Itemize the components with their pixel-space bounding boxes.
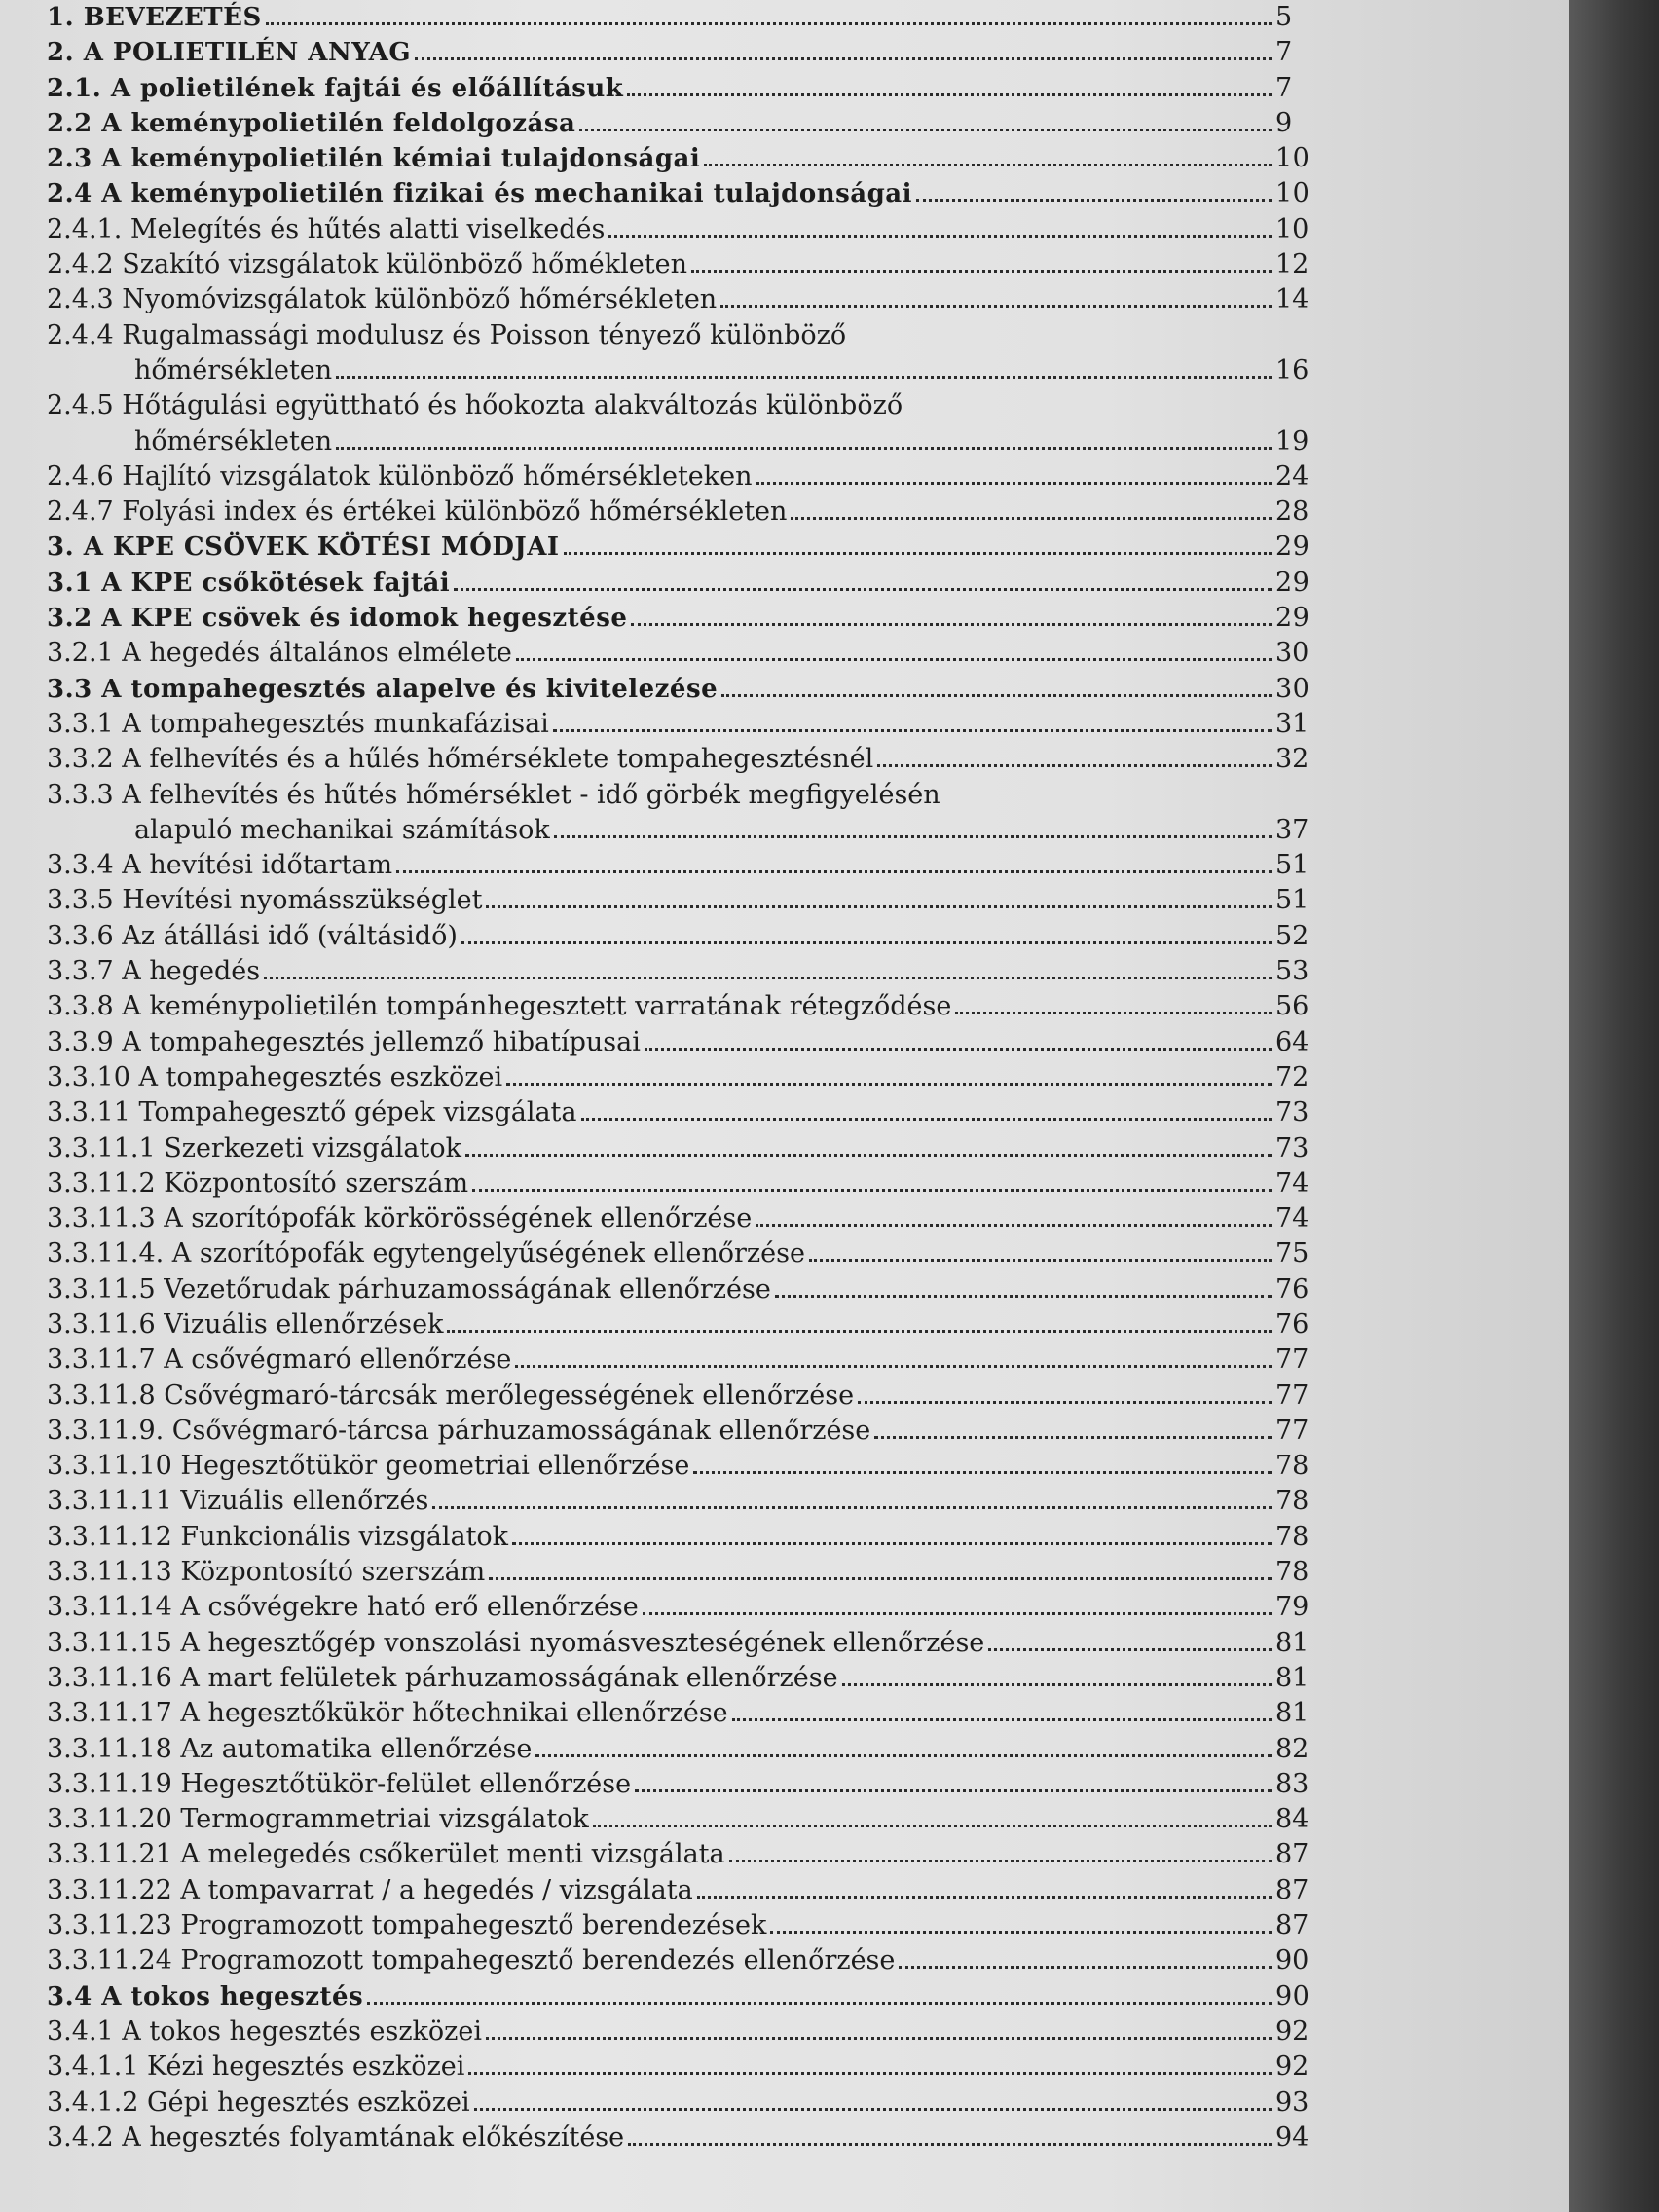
toc-entry-title: 3.3.11.18 Az automatika ellenőrzése xyxy=(47,1733,533,1764)
toc-page-number: 78 xyxy=(1275,1521,1309,1552)
toc-entry xyxy=(47,1839,1322,1874)
toc-entry xyxy=(47,178,1322,213)
toc-entry-title: 3.3.11.16 A mart felületek párhuzamosságának ellenőrzése xyxy=(47,1662,838,1693)
toc-entry xyxy=(47,1168,1322,1203)
toc-entry xyxy=(47,850,1322,885)
dot-leader xyxy=(489,1577,1272,1580)
toc-page-number: 77 xyxy=(1275,1380,1309,1411)
dot-leader xyxy=(791,517,1272,520)
toc-entry-title: 3.3.11.1 Szerkezeti vizsgálatok xyxy=(47,1132,461,1163)
dot-leader xyxy=(593,1825,1272,1827)
dot-leader xyxy=(535,1754,1272,1757)
toc-page-number: 37 xyxy=(1275,814,1309,845)
toc-entry-title: 2.2 A keménypolietilén feldolgozása xyxy=(47,108,576,138)
toc-page-number: 29 xyxy=(1275,567,1310,598)
toc-page-number: 30 xyxy=(1275,638,1309,669)
toc-page-number: 74 xyxy=(1275,1203,1309,1235)
dot-leader xyxy=(506,1083,1272,1086)
toc-entry xyxy=(47,1663,1322,1698)
toc-entry xyxy=(47,1027,1322,1062)
toc-page-number: 78 xyxy=(1275,1486,1309,1517)
toc-entry xyxy=(47,991,1322,1026)
dot-leader xyxy=(486,905,1272,908)
toc-page-number: 77 xyxy=(1275,1345,1309,1376)
dot-leader xyxy=(512,1542,1272,1545)
toc-entry xyxy=(47,603,1322,638)
toc-entry xyxy=(47,1910,1322,1945)
toc-entry xyxy=(47,390,1322,425)
dot-leader xyxy=(916,199,1272,202)
toc-entry xyxy=(47,143,1322,178)
toc-page-number: 83 xyxy=(1275,1768,1309,1799)
toc-entry-title: 3.3.11.19 Hegesztőtükör-felület ellenőrzése xyxy=(47,1768,632,1799)
dot-leader xyxy=(579,129,1272,131)
toc-page-number: 14 xyxy=(1275,284,1309,315)
toc-entry xyxy=(47,674,1322,709)
toc-page-number: 29 xyxy=(1275,532,1310,563)
toc-entry xyxy=(47,1451,1322,1486)
dot-leader xyxy=(756,1224,1272,1227)
toc-entry-title: 3.3.11.11 Vizuális ellenőrzés xyxy=(47,1486,429,1517)
toc-entry-title: 3.3.11.23 Programozott tompahegesztő berendezések xyxy=(47,1910,767,1941)
toc-entry xyxy=(47,532,1322,567)
toc-page-number: 56 xyxy=(1275,991,1309,1022)
toc-page-number: 31 xyxy=(1275,708,1309,739)
toc-page-number: 19 xyxy=(1275,425,1309,457)
toc-page-number: 90 xyxy=(1275,1980,1310,2011)
toc-entry-title: 3.3.11.5 Vezetőrudak párhuzamosságának ellenőrzése xyxy=(47,1273,771,1305)
toc-entry-title: 3.3 A tompahegesztés alapelve és kivitelezése xyxy=(47,674,719,704)
toc-page-number: 77 xyxy=(1275,1415,1309,1446)
toc-entry-title: 3.4.1 A tokos hegesztés eszközei xyxy=(47,2015,483,2046)
toc-entry-continuation xyxy=(47,426,1322,461)
toc-entry-title: 2.4.1. Melegítés és hűtés alatti viselkedés xyxy=(47,213,606,244)
toc-entry-title: 3.2 A KPE csövek és idomok hegesztése xyxy=(47,604,628,634)
toc-page-number: 93 xyxy=(1275,2086,1309,2118)
toc-entry-title: 3.3.11.17 A hegesztőkükör hőtechnikai ellenőrzése xyxy=(47,1698,728,1729)
dot-leader xyxy=(564,552,1272,555)
toc-entry-title: 3.3.11.21 A melegedés csőkerület menti vizsgálata xyxy=(47,1839,725,1870)
toc-page-number: 10 xyxy=(1275,213,1309,244)
dot-leader xyxy=(415,57,1272,60)
dot-leader xyxy=(899,1966,1272,1969)
toc-entry xyxy=(47,885,1322,920)
dot-leader xyxy=(608,235,1272,238)
dot-leader xyxy=(581,1118,1272,1121)
toc-entry-title: 3.3.8 A keménypolietilén tompánhegesztett varratának rétegződése xyxy=(47,991,952,1022)
toc-entry-title: 3.3.10 A tompahegesztés eszközei xyxy=(47,1061,503,1092)
dot-leader xyxy=(858,1401,1272,1404)
toc-page-number: 87 xyxy=(1275,1874,1309,1905)
dot-leader xyxy=(472,1189,1272,1192)
toc-entry xyxy=(47,284,1322,319)
toc-page-number: 76 xyxy=(1275,1273,1309,1305)
toc-entry-title: 2.1. A polietilének fajtái és előállításuk xyxy=(47,73,624,103)
toc-page-number: 74 xyxy=(1275,1167,1309,1198)
toc-entry xyxy=(47,1345,1322,1380)
toc-page-number: 90 xyxy=(1275,1945,1309,1976)
dot-leader xyxy=(486,2037,1272,2040)
dot-leader xyxy=(367,2002,1272,2005)
toc-entry xyxy=(47,461,1322,497)
dot-leader xyxy=(643,1612,1272,1615)
toc-entry xyxy=(47,1062,1322,1097)
toc-entry-title: 3.3.11.22 A tompavarrat / a hegedés / vizsgálata xyxy=(47,1874,693,1905)
dot-leader xyxy=(697,1896,1272,1899)
toc-entry-title: 3.3.11.20 Termogrammetriai vizsgálatok xyxy=(47,1804,589,1835)
toc-entry xyxy=(47,1416,1322,1451)
toc-entry-title: 3.3.11.2 Központosító szerszám xyxy=(47,1167,469,1198)
dot-leader xyxy=(465,1154,1272,1157)
toc-entry xyxy=(47,2087,1322,2122)
dot-leader xyxy=(336,376,1272,379)
toc-entry-title: 3.3.4 A hevítési időtartam xyxy=(47,850,393,881)
toc-page-number: 94 xyxy=(1275,2121,1309,2153)
toc-entry-title: 3.3.11 Tompahegesztő gépek vizsgálata xyxy=(47,1097,577,1128)
toc-entry-title: 3.3.11.14 A csővégekre ható erő ellenőrzése xyxy=(47,1592,639,1623)
toc-entry xyxy=(47,1097,1322,1132)
toc-entry xyxy=(47,1486,1322,1521)
toc-entry xyxy=(47,249,1322,284)
page-edge-shadow xyxy=(1569,0,1659,2212)
toc-entry-title: 3.3.2 A felhevítés és a hűlés hőmérséklete tompahegesztésnél xyxy=(47,744,874,775)
toc-page-number: 82 xyxy=(1275,1733,1309,1764)
toc-entry-title: 3.3.11.15 A hegesztőgép vonszolási nyomásveszteségének ellenőrzése xyxy=(47,1627,985,1658)
toc-entry xyxy=(47,1274,1322,1309)
toc-entry xyxy=(47,497,1322,532)
toc-entry-title: 2.4.4 Rugalmassági modulusz és Poisson tényező különböző xyxy=(47,319,847,350)
toc-entry xyxy=(47,1769,1322,1804)
toc-page-number: 78 xyxy=(1275,1451,1309,1482)
toc-entry-title: 3.3.11.9. Csővégmaró-tárcsa párhuzamosságának ellenőrzése xyxy=(47,1415,871,1446)
toc-entry-title: 3.3.11.8 Csővégmaró-tárcsák merőlegességének ellenőrzése xyxy=(47,1380,855,1411)
toc-page-number: 52 xyxy=(1275,920,1309,951)
toc-entry xyxy=(47,2016,1322,2051)
toc-page-number: 72 xyxy=(1275,1061,1309,1092)
toc-page-number: 24 xyxy=(1275,461,1309,492)
toc-page-number: 28 xyxy=(1275,497,1309,528)
dot-leader xyxy=(461,941,1272,944)
toc-entry xyxy=(47,780,1322,815)
toc-entry xyxy=(47,73,1322,108)
toc-page-number: 30 xyxy=(1275,673,1310,704)
toc-page-number: 9 xyxy=(1275,107,1293,138)
toc-entry xyxy=(47,37,1322,72)
toc-page-number: 29 xyxy=(1275,603,1310,634)
toc-entry-title: 3.3.3 A felhevítés és hűtés hőmérséklet - idő görbék megfigyelésén xyxy=(47,779,940,810)
toc-entry-title: 3.3.6 Az átállási idő (váltásidő) xyxy=(47,920,458,951)
toc-entry-title: 3.4.1.2 Gépi hegesztés eszközei xyxy=(47,2086,470,2118)
dot-leader xyxy=(842,1683,1272,1686)
toc-entry-title-continuation: hőmérsékleten xyxy=(134,354,333,386)
toc-entry xyxy=(47,1133,1322,1168)
toc-page-number: 10 xyxy=(1275,143,1310,174)
toc-entry-title: 3. A KPE CSÖVEK KÖTÉSI MÓDJAI xyxy=(47,533,560,563)
toc-entry-title: 2.4.6 Hajlító vizsgálatok különböző hőmérsékleteken xyxy=(47,461,753,492)
dot-leader xyxy=(266,22,1272,25)
toc-entry-title: 3.3.11.13 Központosító szerszám xyxy=(47,1557,486,1588)
dot-leader xyxy=(474,2108,1272,2111)
toc-entry-title: 2.3 A keménypolietilén kémiai tulajdonságai xyxy=(47,144,701,174)
toc-entry-title: 2.4.5 Hőtágulási együttható és hőokozta alakváltozás különböző xyxy=(47,390,903,422)
toc-entry-title: 2. A POLIETILÉN ANYAG xyxy=(47,38,412,68)
toc-entry xyxy=(47,1628,1322,1663)
toc-entry xyxy=(47,1875,1322,1910)
toc-page-number: 7 xyxy=(1275,37,1293,68)
dot-leader xyxy=(721,694,1272,697)
dot-leader xyxy=(396,870,1272,873)
toc-page-number: 51 xyxy=(1275,850,1309,881)
dot-leader xyxy=(756,482,1272,485)
toc-entry xyxy=(47,1203,1322,1238)
toc-page-number: 7 xyxy=(1275,72,1293,103)
toc-page-number: 81 xyxy=(1275,1698,1309,1729)
toc-page-number: 92 xyxy=(1275,2015,1309,2046)
dot-leader xyxy=(729,1860,1272,1862)
dot-leader xyxy=(809,1259,1272,1262)
toc-page-number: 10 xyxy=(1275,178,1310,209)
toc-entry-title: 3.3.11.24 Programozott tompahegesztő berendezés ellenőrzése xyxy=(47,1945,896,1976)
toc-entry-title: 3.3.11.10 Hegesztőtükör geometriai ellenőrzése xyxy=(47,1451,690,1482)
toc-entry-title: 2.4.2 Szakító vizsgálatok különböző hőmékleten xyxy=(47,249,687,280)
toc-page-number: 75 xyxy=(1275,1238,1309,1270)
toc-entry-title: 2.4.3 Nyomóvizsgálatok különböző hőmérsékleten xyxy=(47,284,718,315)
toc-entry-title-continuation: alapuló mechanikai számítások xyxy=(134,814,550,845)
toc-entry-title: 3.3.7 A hegedés xyxy=(47,956,261,987)
toc-entry xyxy=(47,214,1322,249)
toc-page-number: 87 xyxy=(1275,1839,1309,1870)
toc-entry xyxy=(47,744,1322,779)
toc-page-number: 51 xyxy=(1275,885,1309,916)
toc-page-number: 87 xyxy=(1275,1910,1309,1941)
toc-page-number: 84 xyxy=(1275,1804,1309,1835)
toc-entry xyxy=(47,1698,1322,1733)
toc-entry-title: 3.4 A tokos hegesztés xyxy=(47,1981,364,2011)
toc-page-number: 81 xyxy=(1275,1627,1309,1658)
toc-entry-title: 3.3.5 Hevítési nyomásszükséglet xyxy=(47,885,483,916)
toc-entry-title: 3.4.1.1 Kézi hegesztés eszközei xyxy=(47,2051,465,2083)
toc-entry xyxy=(47,1945,1322,1980)
toc-entry xyxy=(47,2051,1322,2086)
toc-entry xyxy=(47,1734,1322,1769)
toc-entry xyxy=(47,638,1322,673)
dot-leader xyxy=(628,2143,1272,2146)
toc-entry xyxy=(47,1592,1322,1627)
toc-page-number: 81 xyxy=(1275,1662,1309,1693)
toc-page-number: 73 xyxy=(1275,1132,1309,1163)
toc-entry-title: 3.3.11.3 A szorítópofák körkörösségének ellenőrzése xyxy=(47,1203,753,1235)
toc-entry xyxy=(47,108,1322,143)
dot-leader xyxy=(264,977,1272,979)
dot-leader xyxy=(988,1648,1272,1651)
toc-entry xyxy=(47,1309,1322,1345)
toc-page-number: 78 xyxy=(1275,1557,1309,1588)
dot-leader xyxy=(732,1718,1272,1721)
dot-leader xyxy=(627,93,1272,96)
toc-page-number: 64 xyxy=(1275,1026,1309,1057)
toc-entry xyxy=(47,1557,1322,1592)
toc-entry-continuation xyxy=(47,355,1322,390)
dot-leader xyxy=(704,164,1272,166)
toc-entry xyxy=(47,320,1322,355)
toc-entry-title-continuation: hőmérsékleten xyxy=(134,425,333,457)
dot-leader xyxy=(454,588,1272,591)
toc-entry-title: 3.2.1 A hegedés általános elmélete xyxy=(47,638,512,669)
toc-entry-title: 2.4.7 Folyási index és értékei különböző hőmérsékleten xyxy=(47,497,788,528)
dot-leader xyxy=(432,1506,1272,1509)
toc-entry xyxy=(47,568,1322,603)
toc-entry xyxy=(47,921,1322,956)
toc-entry-title: 3.1 A KPE csőkötések fajtái xyxy=(47,568,451,598)
toc-page-number: 53 xyxy=(1275,956,1309,987)
toc-entry-title: 3.3.9 A tompahegesztés jellemző hibatípusai xyxy=(47,1026,641,1057)
dot-leader xyxy=(877,764,1272,767)
toc-entry xyxy=(47,2,1322,37)
dot-leader xyxy=(693,1471,1272,1474)
toc-entry-continuation xyxy=(47,815,1322,850)
toc-entry xyxy=(47,1804,1322,1839)
toc-entry-title: 3.4.2 A hegesztés folyamtának előkészítése xyxy=(47,2121,625,2153)
dot-leader xyxy=(770,1931,1272,1934)
dot-leader xyxy=(775,1295,1272,1298)
dot-leader xyxy=(635,1789,1272,1792)
dot-leader xyxy=(336,447,1272,450)
dot-leader xyxy=(516,658,1272,661)
toc-entry xyxy=(47,1238,1322,1273)
dot-leader xyxy=(554,835,1272,838)
toc-entry-title: 3.3.11.6 Vizuális ellenőrzések xyxy=(47,1309,444,1340)
toc-page-number: 16 xyxy=(1275,354,1309,386)
toc-entry xyxy=(47,709,1322,744)
dot-leader xyxy=(645,1048,1272,1051)
toc-entry-title: 1. BEVEZETÉS xyxy=(47,3,262,32)
toc-entry xyxy=(47,956,1322,991)
dot-leader xyxy=(515,1365,1272,1368)
dot-leader xyxy=(631,623,1272,626)
toc-page-number: 5 xyxy=(1275,2,1293,32)
toc-entry-title: 3.3.11.4. A szorítópofák egytengelyűségének ellenőrzése xyxy=(47,1238,805,1270)
toc-entry-title: 2.4 A keménypolietilén fizikai és mechanikai tulajdonságai xyxy=(47,179,912,209)
toc-entry-title: 3.3.11.12 Funkcionális vizsgálatok xyxy=(47,1521,509,1552)
dot-leader xyxy=(468,2072,1272,2075)
toc-entry xyxy=(47,1381,1322,1416)
toc-entry xyxy=(47,1522,1322,1557)
dot-leader xyxy=(955,1012,1272,1014)
toc-entry xyxy=(47,2122,1322,2157)
toc-page-number: 79 xyxy=(1275,1592,1309,1623)
dot-leader xyxy=(874,1436,1272,1439)
dot-leader xyxy=(720,305,1272,308)
dot-leader xyxy=(553,729,1272,732)
toc-page-number: 76 xyxy=(1275,1309,1309,1340)
dot-leader xyxy=(447,1330,1272,1333)
toc-entry-title: 3.3.11.7 A csővégmaró ellenőrzése xyxy=(47,1345,512,1376)
dot-leader xyxy=(691,270,1272,273)
toc-entry xyxy=(47,1981,1322,2016)
table-of-contents xyxy=(47,2,1322,2157)
toc-page-number: 32 xyxy=(1275,744,1309,775)
toc-page-number: 73 xyxy=(1275,1097,1309,1128)
toc-page-number: 92 xyxy=(1275,2051,1309,2083)
toc-entry-title: 3.3.1 A tompahegesztés munkafázisai xyxy=(47,708,549,739)
toc-page-number: 12 xyxy=(1275,249,1309,280)
